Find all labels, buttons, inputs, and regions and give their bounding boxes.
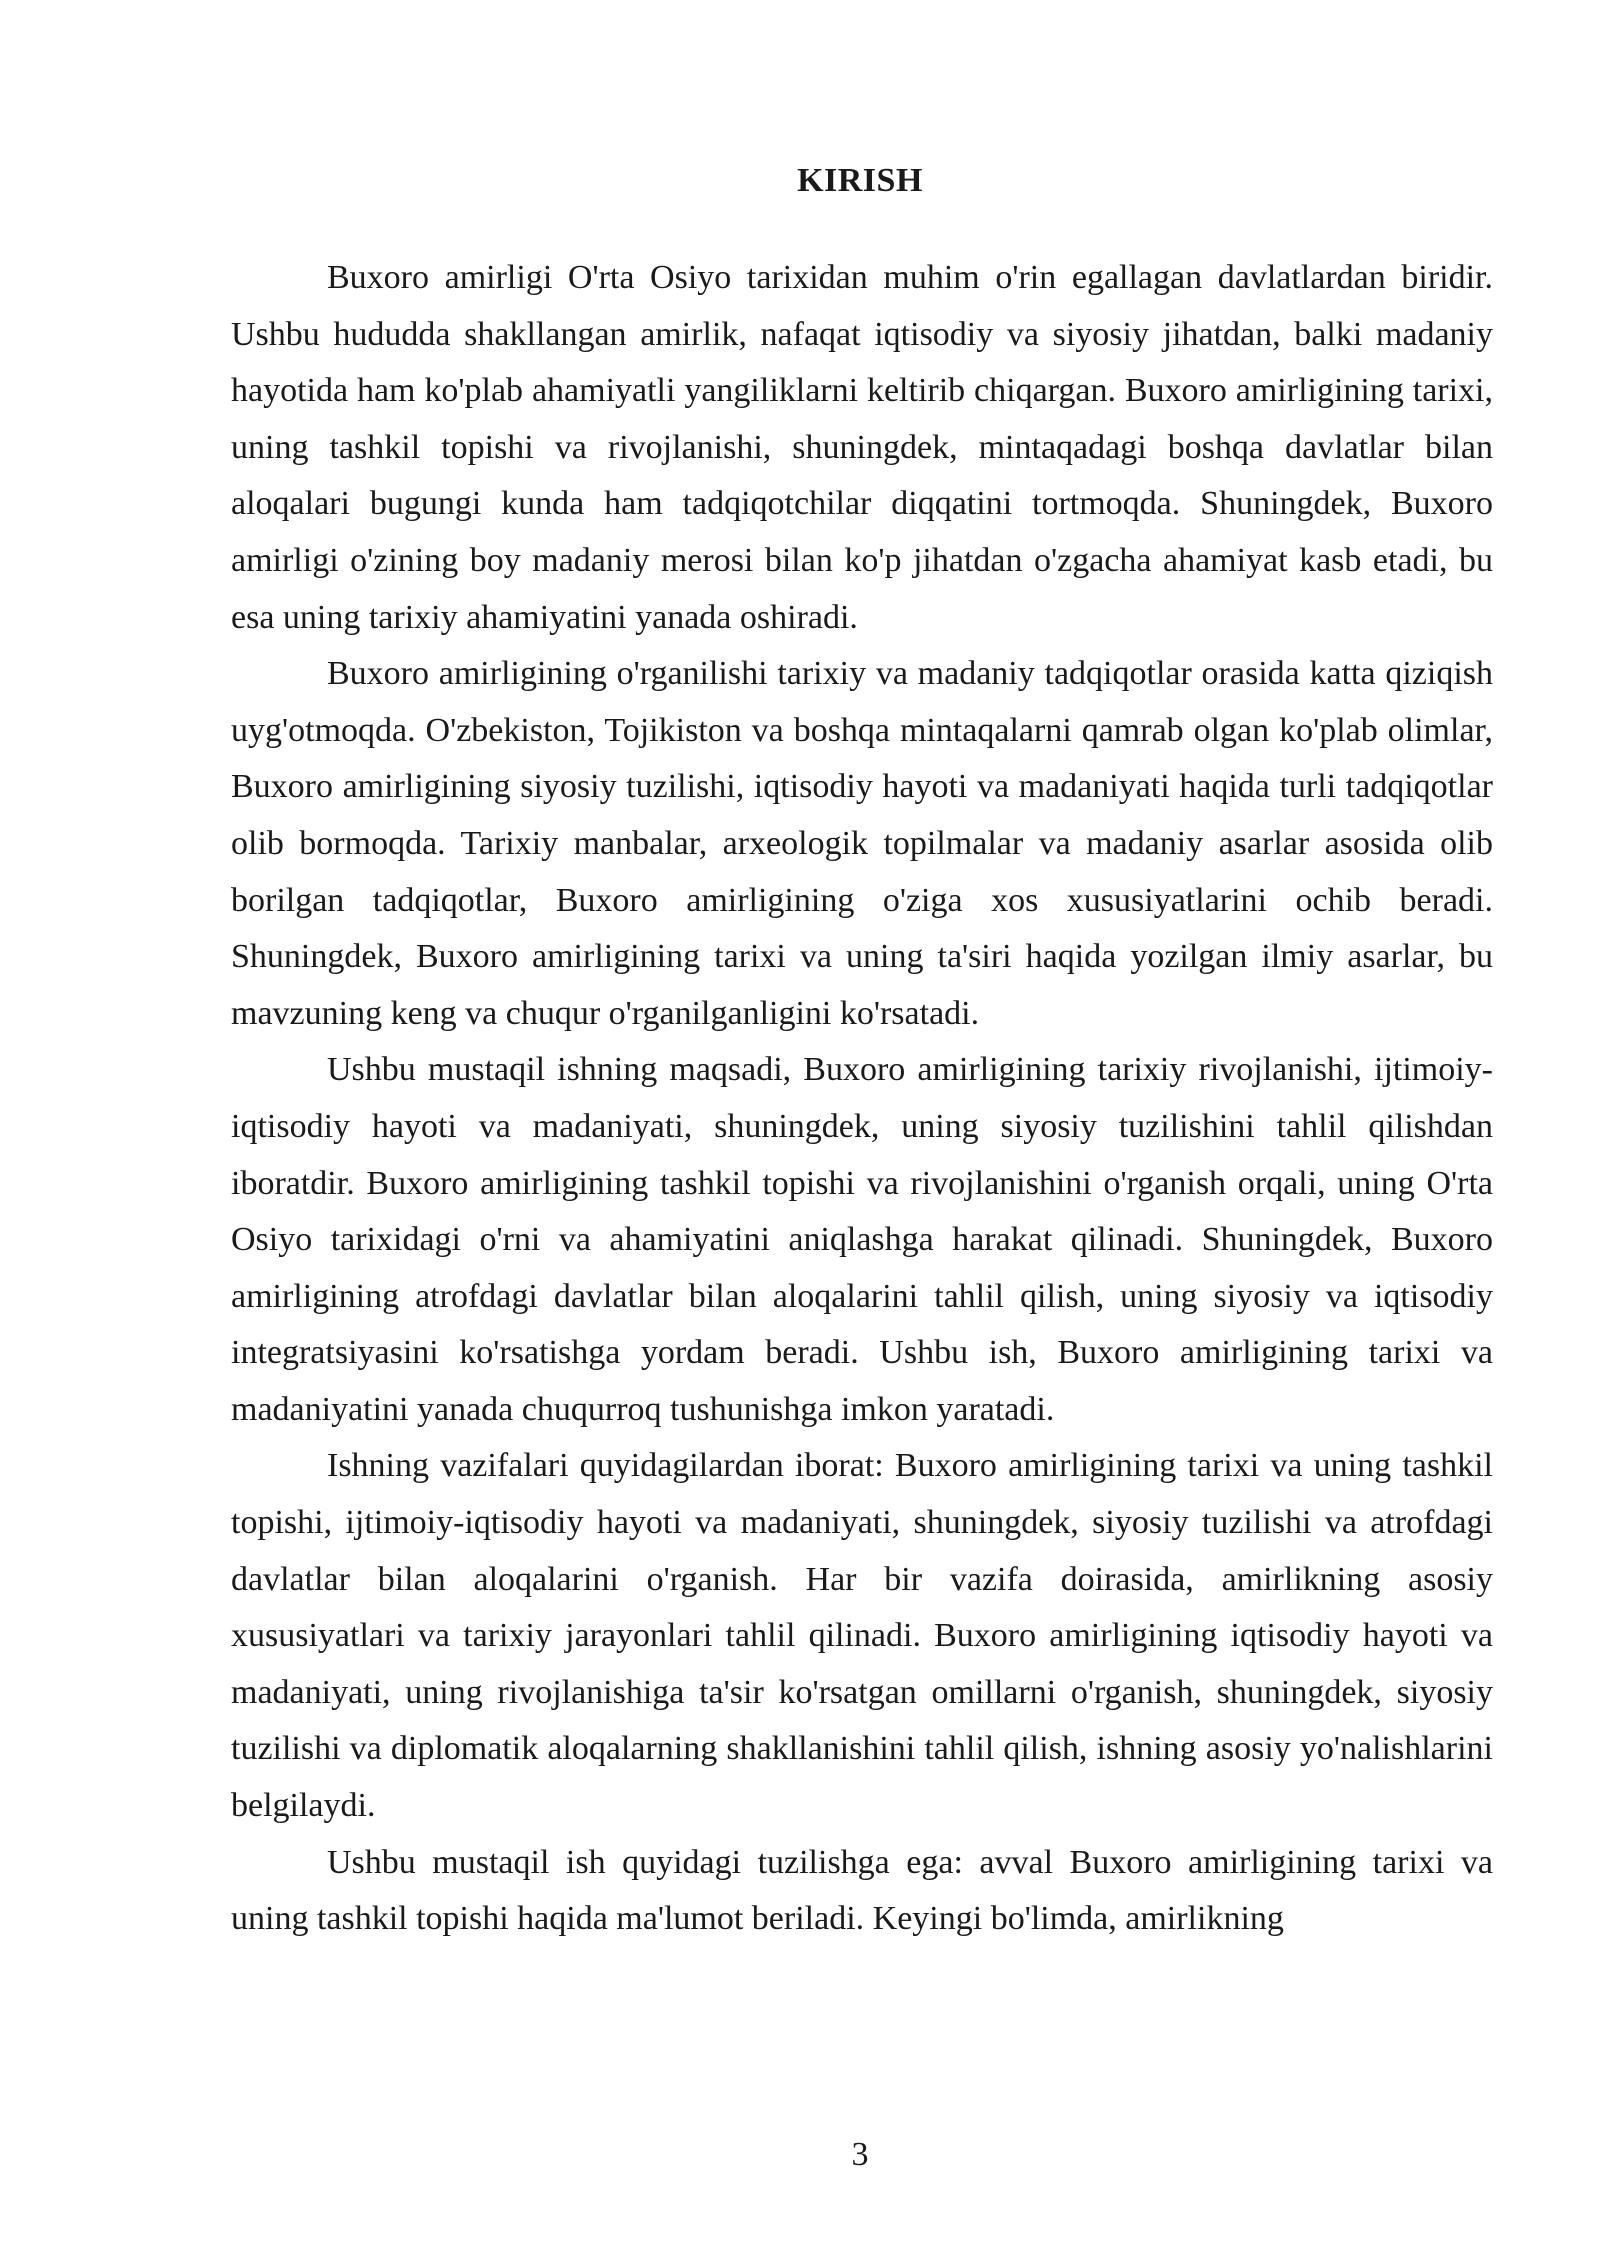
- page-title: KIRISH: [797, 162, 923, 199]
- paragraph-5: Ushbu mustaqil ish quyidagi tuzilishga ega: avval Buxoro amirligining tarixi va uning tashkil topishi haqida ma'lumot beriladi. Keyingi bo'limda, amirlikning: [231, 1843, 1493, 1938]
- page-number: 3: [851, 2136, 869, 2173]
- paragraph-4: Ishning vazifalari quyidagilardan iborat: Buxoro amirligining tarixi va uning tashkil topishi, ijtimoiy-iqtisodiy hayoti va madaniyati, shuningdek, siyosiy tuzilishi va atrofdagi davlatlar bilan aloqalarini o'rganish. Har bir vazifa doirasida, amirlikning asosiy xususiyatlari va tarixiy jarayonlari tahlil qilinadi. Buxoro amirligining iqtisodiy hayoti va madaniyati, uning rivojlanishiga ta'sir ko'rsatgan omillarni o'rganish, shuningdek, siyosiy tuzilishi va diplomatik aloqalarning shakllanishini tahlil qilish, ishning asosiy yo'nalishlarini belgilaydi.: [231, 1447, 1493, 1825]
- paragraph-2: Buxoro amirligining o'rganilishi tarixiy va madaniy tadqiqotlar orasida katta qiziqish uyg'otmoqda. O'zbekiston, Tojikiston va boshqa mintaqalarni qamrab olgan ko'plab olimlar, Buxoro amirligining siyosiy tuzilishi, iqtisodiy hayoti va madaniyati haqida turli tadqiqotlar olib bormoqda. Tarixiy manbalar, arxeologik topilmalar va madaniy asarlar asosida olib borilgan tadqiqotlar, Buxoro amirligining o'ziga xos xususiyatlarini ochib beradi. Shuningdek, Buxoro amirligining tarixi va uning ta'siri haqida yozilgan ilmiy asarlar, bu mavzuning keng va chuqur o'rganilganligini ko'rsatadi.: [231, 655, 1493, 1032]
- paragraph-1: Buxoro amirligi O'rta Osiyo tarixidan muhim o'rin egallagan davlatlardan biridir. Ushbu hududda shakllangan amirlik, nafaqat iqtisodiy va siyosiy jihatdan, balki madaniy hayotida ham ko'plab ahamiyatli yangiliklarni keltirib chiqargan. Buxoro amirligining tarixi, uning tashkil topishi va rivojlanishi, shuningdek, mintaqadagi boshqa davlatlar bilan aloqalari bugungi kunda ham tadqiqotchilar diqqatini tortmoqda. Shuningdek, Buxoro amirligi o'zining boy madaniy merosi bilan ko'p jihatdan o'zgacha ahamiyat kasb etadi, bu esa uning tarixiy ahamiyatini yanada oshiradi.: [231, 259, 1493, 636]
- paragraph-3: Ushbu mustaqil ishning maqsadi, Buxoro amirligining tarixiy rivojlanishi, ijtimoiy-iqtisodiy hayoti va madaniyati, shuningdek, uning siyosiy tuzilishini tahlil qilishdan iboratdir. Buxoro amirligining tashkil topishi va rivojlanishini o'rganish orqali, uning O'rta Osiyo tarixidagi o'rni va ahamiyatini aniqlashga harakat qilinadi. Shuningdek, Buxoro amirligining atrofdagi davlatlar bilan aloqalarini tahlil qilish, uning siyosiy va iqtisodiy integratsiyasini ko'rsatishga yordam beradi. Ushbu ish, Buxoro amirligining tarixi va madaniyatini yanada chuqurroq tushunishga imkon yaratadi.: [231, 1051, 1493, 1428]
- body-text: [231, 250, 1493, 1948]
